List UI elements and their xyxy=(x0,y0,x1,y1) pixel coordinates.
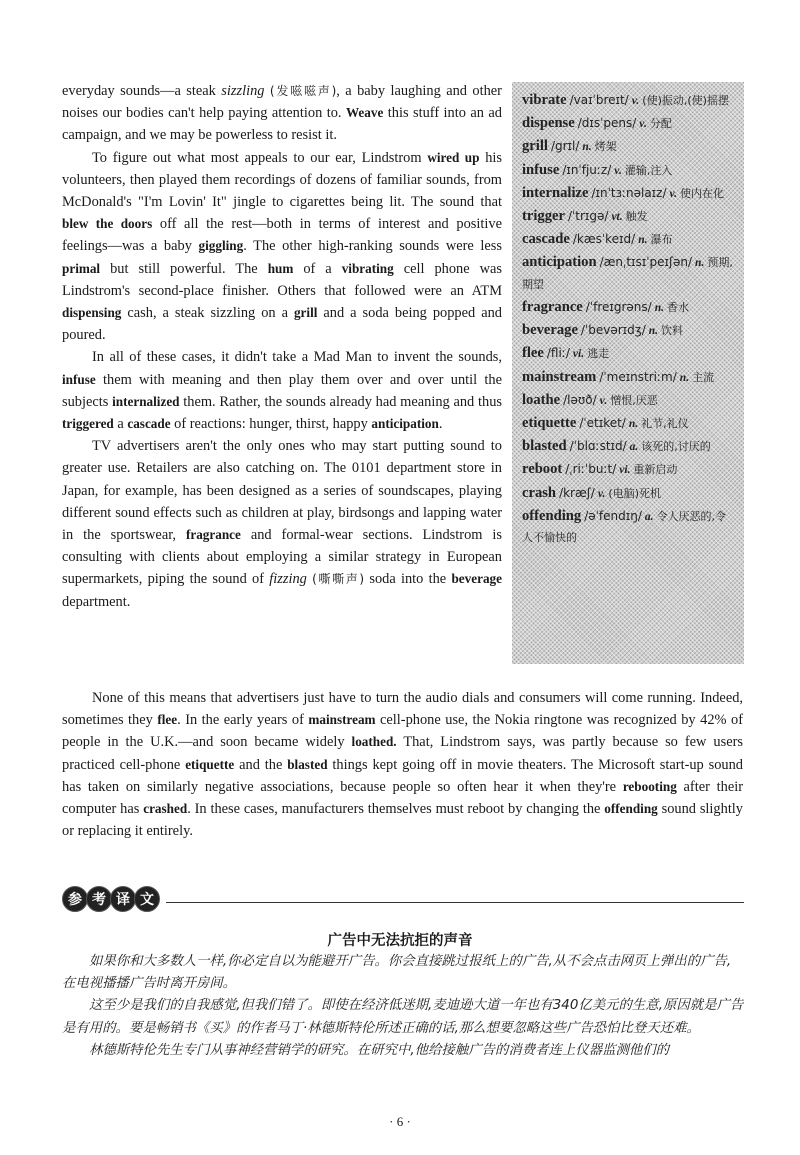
vocab-phonetic: /ˈetɪket/ xyxy=(579,416,626,431)
vocab-pos: vi. xyxy=(572,348,585,361)
vocab-entry xyxy=(522,90,736,112)
keyword: fragrance xyxy=(185,527,241,543)
vocab-entry xyxy=(522,413,736,435)
text-run: department. xyxy=(62,593,131,610)
keyword: Weave xyxy=(345,105,384,121)
vocab-entry xyxy=(522,506,736,549)
vocab-pos: v. xyxy=(669,187,678,200)
chinese-gloss: (嘶嘶声) xyxy=(312,572,365,587)
vocab-phonetic: /ˈbevərɪdʒ/ xyxy=(580,323,646,338)
vocab-definition: 烤架 xyxy=(594,140,617,154)
keyword: etiquette xyxy=(185,756,235,772)
vocab-definition: 礼节,礼仪 xyxy=(641,417,689,431)
translation-paragraph: 如果你和大多数人一样,你必定自以为能避开广告。你会直接跳过报纸上的广告,从不会点击网页上弹出的广告,在电视播播广告时离开房间。 xyxy=(62,954,732,992)
vocab-definition: 灌输,注入 xyxy=(624,163,673,177)
vocab-pos: n. xyxy=(582,141,592,154)
vocab-phonetic: /ˈfreɪgrəns/ xyxy=(585,300,652,315)
keyword: anticipation xyxy=(371,416,439,432)
vocab-word: fragrance xyxy=(522,299,583,316)
vocab-definition: 饮料 xyxy=(661,324,684,338)
vocab-definition: (使)振动,(使)摇摆 xyxy=(642,94,729,107)
vocab-phonetic: /ləʊð/ xyxy=(563,392,597,407)
vocab-entry xyxy=(522,459,736,481)
translation-body xyxy=(62,951,744,1062)
article-paragraph-1 xyxy=(62,80,502,147)
text-run: cell phone was Lindstrom's second-place finisher. Others that followed were an ATM xyxy=(62,260,502,299)
vocab-phonetic: /ɪnˈtɜːnəlaɪz/ xyxy=(591,185,667,200)
vocab-definition: 预期,期望 xyxy=(522,256,733,291)
vocab-definition: 触发 xyxy=(625,209,648,223)
text-run: soda into the xyxy=(364,571,452,588)
text-run: To figure out what most appeals to our ear, Lindstrom xyxy=(92,149,428,166)
vocab-definition: 香水 xyxy=(666,301,689,315)
vocab-definition: 使内在化 xyxy=(680,186,725,200)
text-run: and formal-wear sections. Lindstrom is consulting with clients about employing a similar strategy in European supermarkets, piping the sound of xyxy=(62,527,502,588)
vocab-definition: 逃走 xyxy=(587,347,610,361)
vocab-pos: a. xyxy=(644,510,654,523)
vocabulary-sidebar xyxy=(512,82,744,664)
vocab-phonetic: /vaɪˈbreɪt/ xyxy=(569,93,629,107)
keyword: internalized xyxy=(112,393,180,409)
vocab-pos: n. xyxy=(679,371,690,384)
vocab-pos: n. xyxy=(638,234,648,247)
keyword: blew the doors xyxy=(62,216,153,232)
vocab-definition: 重新启动 xyxy=(633,463,678,477)
keyword: triggered xyxy=(62,416,114,432)
vocab-entry xyxy=(522,160,736,182)
article-fullwidth xyxy=(62,687,743,842)
vocab-entry xyxy=(522,183,736,205)
vocab-word: loathe xyxy=(522,391,561,408)
article-paragraph-3 xyxy=(62,346,502,435)
keyword: primal xyxy=(62,260,101,276)
vocab-entry xyxy=(522,320,736,342)
vocab-entry xyxy=(522,229,736,251)
vocab-pos: v. xyxy=(639,118,647,131)
label-disc: 译 xyxy=(110,886,136,912)
article-paragraph-5 xyxy=(62,687,743,842)
label-disc: 文 xyxy=(134,886,160,912)
vocab-definition: 分配 xyxy=(649,117,672,131)
vocab-definition: 瀑布 xyxy=(650,233,673,247)
vocab-definition: (电脑)死机 xyxy=(608,486,662,500)
vocab-entry xyxy=(522,136,736,158)
vocab-definition: 该死的,讨厌的 xyxy=(641,440,711,454)
keyword: crashed xyxy=(143,801,188,817)
vocab-entry xyxy=(522,343,736,365)
vocab-word: reboot xyxy=(522,461,563,478)
keyword: cascade xyxy=(127,416,171,432)
text-run: them with meaning and then play them over and over until the subjects xyxy=(62,371,502,410)
keyword: offending xyxy=(604,801,658,817)
text-run: That, Lindstrom says, was partly because so few users practiced cell-phone xyxy=(62,734,744,773)
vocab-pos: v. xyxy=(631,95,640,107)
vocab-word: infuse xyxy=(522,161,560,178)
text-run: cell-phone use, the Nokia ringtone was recognized by 42% of people in the U.K.—and soon became widely xyxy=(62,712,743,751)
page-number: · 6 · xyxy=(389,1114,411,1129)
keyword: vibrating xyxy=(341,260,394,276)
vocab-word: cascade xyxy=(522,231,570,248)
keyword: hum xyxy=(267,260,294,276)
vocab-word: etiquette xyxy=(522,415,577,432)
vocab-pos: n. xyxy=(695,257,705,270)
vocab-phonetic: /ˌriːˈbuːt/ xyxy=(565,462,617,477)
text-run: them. Rather, the sounds already had meaning and thus xyxy=(179,393,502,410)
text-run: . In these cases, manufacturers themselves must reboot by changing the xyxy=(187,801,605,818)
vocab-definition: 令人厌恶的,令人不愉快的 xyxy=(522,509,726,545)
vocab-pos: v. xyxy=(614,164,622,177)
italic-term: sizzling xyxy=(221,83,265,99)
label-disc: 参 xyxy=(62,886,88,912)
vocab-phonetic: /ˈmeɪnstriːm/ xyxy=(599,369,677,384)
text-run: but still powerful. The xyxy=(100,260,268,277)
vocab-entry xyxy=(522,206,736,228)
vocab-word: beverage xyxy=(522,322,578,339)
vocab-word: anticipation xyxy=(522,254,597,271)
text-run: , a baby laughing and other noises our bodies can't help paying attention to. xyxy=(62,83,502,122)
keyword: dispensing xyxy=(62,305,122,321)
text-run: off all the rest—both in terms of interest and positive feelings—was a baby xyxy=(62,216,502,255)
text-run: TV advertisers aren't the only ones who may start putting sound to greater use. Retailers are also catching on. The 0101 department store in Japan, for example, has been designed as a series of soundscapes, playing different sound effects such as children at play, birdsongs and lapping water in the sportswear, xyxy=(62,438,502,544)
text-run: None of this means that advertisers just have to turn the audio dials and consumers will come running. Indeed, sometimes they xyxy=(62,690,743,729)
text-run: . The other high-ranking sounds were less xyxy=(243,238,502,255)
vocab-pos: v. xyxy=(597,487,606,500)
vocab-entry xyxy=(522,436,736,458)
label-disc: 考 xyxy=(86,886,112,912)
text-run: his volunteers, then played them recordings of dozens of familiar sounds, from McDonald's "I'm Lovin' It" jingle to cigarettes being lit. The sound that xyxy=(62,149,502,211)
text-run: of a xyxy=(293,260,342,277)
vocab-phonetic: /grɪl/ xyxy=(550,139,580,154)
keyword: giggling xyxy=(198,238,244,254)
vocab-definition: 主流 xyxy=(692,370,715,384)
text-run: sound slightly or replacing it entirely. xyxy=(62,801,744,840)
text-run: cash, a steak sizzling on a xyxy=(121,305,294,322)
vocab-word: flee xyxy=(522,345,544,362)
text-run: . In the early years of xyxy=(177,712,309,729)
text-run: of reactions: hunger, thirst, happy xyxy=(170,416,372,433)
vocab-word: mainstream xyxy=(522,368,597,385)
vocab-entry xyxy=(522,483,736,505)
text-run: after their computer has xyxy=(62,778,743,818)
vocab-pos: v. xyxy=(599,394,608,407)
keyword: wired up xyxy=(427,149,480,165)
vocab-pos: n. xyxy=(654,302,664,315)
vocab-entry xyxy=(522,297,736,319)
vocab-phonetic: /ænˌtɪsɪˈpeɪʃən/ xyxy=(599,255,693,270)
vocab-entry xyxy=(522,367,736,389)
vocab-word: internalize xyxy=(522,184,589,201)
vocab-word: crash xyxy=(522,484,557,501)
vocab-phonetic: /kæsˈkeɪd/ xyxy=(572,232,636,247)
text-run: things kept going off in movie theaters. The Microsoft start-up sound has taken on similarly negative associations, because people so often hear it when they're xyxy=(62,756,743,795)
vocab-word: trigger xyxy=(522,207,565,224)
keyword: beverage xyxy=(451,571,502,587)
vocab-word: grill xyxy=(522,138,548,155)
vocab-definition: 憎恨,厌恶 xyxy=(610,393,658,407)
translation-paragraph: 林德斯特伦先生专门从事神经营销学的研究。在研究中,他给接触广告的消费者连上仪器监测他们的 xyxy=(89,1042,670,1058)
article-column xyxy=(62,80,502,613)
vocab-pos: n. xyxy=(648,325,659,338)
article-paragraph-2 xyxy=(62,147,502,347)
keyword: rebooting xyxy=(622,778,677,794)
text-run: and the xyxy=(234,756,288,773)
vocab-pos: n. xyxy=(628,418,639,431)
keyword: infuse xyxy=(62,371,96,387)
vocab-word: vibrate xyxy=(522,92,567,108)
vocab-entry xyxy=(522,390,736,412)
vocab-pos: vi. xyxy=(619,464,631,477)
reference-translation-label xyxy=(62,884,158,914)
translation-title: 广告中无法抗拒的声音 xyxy=(327,933,473,949)
translation-paragraph: 这至少是我们的自我感觉,但我们错了。即使在经济低迷期,麦迪逊大道一年也有340亿美元的生意,原因就是广告是有用的。要是畅销书《买》的作者马丁·林德斯特伦所述正确的话,那么想要忽略这些广告恐怕比登天还难。 xyxy=(62,998,744,1036)
vocab-phonetic: /dɪsˈpens/ xyxy=(577,116,637,131)
text-run: In all of these cases, it didn't take a Mad Man to invent the sounds, xyxy=(92,349,502,366)
article-paragraph-4 xyxy=(62,435,502,613)
text-run: . xyxy=(438,416,443,433)
vocab-word: offending xyxy=(522,507,582,524)
vocab-phonetic: /əˈfendɪŋ/ xyxy=(584,508,642,523)
text-run: this stuff into an ad campaign, and we may be powerless to resist it. xyxy=(62,105,502,144)
keyword: mainstream xyxy=(308,712,376,728)
vocab-phonetic: /kræʃ/ xyxy=(559,485,595,500)
keyword: loathed. xyxy=(351,734,397,750)
italic-term: fizzing xyxy=(269,571,307,588)
vocab-word: blasted xyxy=(522,438,567,455)
vocab-pos: a. xyxy=(629,441,639,454)
vocab-word: dispense xyxy=(522,115,575,132)
vocab-phonetic: /fliː/ xyxy=(546,346,570,361)
vocab-entry xyxy=(522,252,736,295)
text-run: and a soda being popped and poured. xyxy=(62,305,502,344)
vocab-phonetic: /ɪnˈfjuːz/ xyxy=(562,162,612,177)
chinese-gloss: (发嗞嗞声) xyxy=(269,84,337,98)
keyword: grill xyxy=(293,305,318,321)
text-run: a xyxy=(113,416,128,433)
keyword: blasted xyxy=(287,756,328,772)
vocab-pos: vt. xyxy=(611,210,623,223)
text-run: everyday sounds—a steak xyxy=(62,83,222,99)
vocab-phonetic: /ˈtrɪgə/ xyxy=(567,208,609,223)
keyword: flee xyxy=(157,712,178,728)
section-divider xyxy=(166,902,744,903)
vocab-entry xyxy=(522,113,736,135)
vocab-phonetic: /ˈblɑːstɪd/ xyxy=(569,439,627,454)
